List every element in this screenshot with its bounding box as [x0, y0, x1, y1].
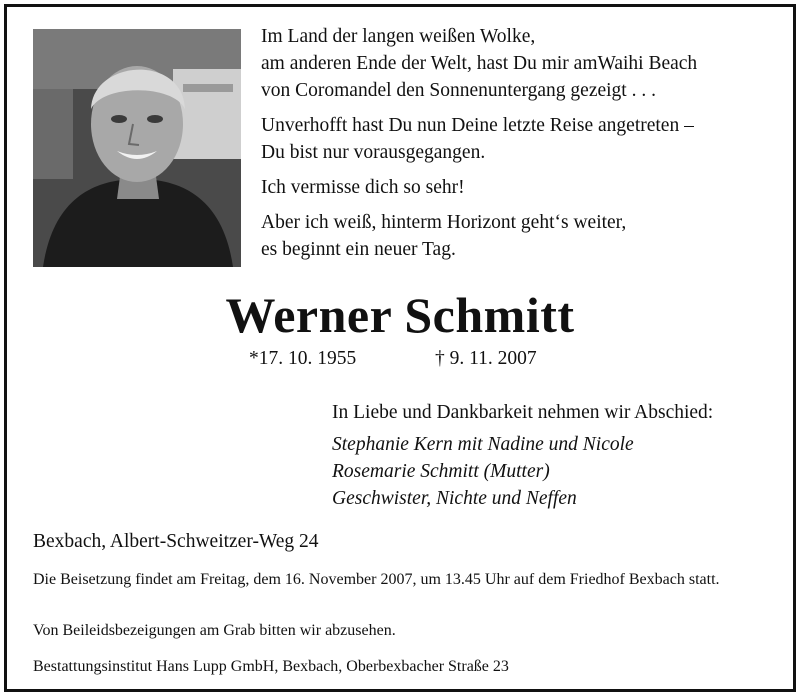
poem [261, 23, 781, 271]
obituary-notice [4, 4, 796, 692]
birth-date: *17. 10. 1955 [249, 348, 357, 369]
poem-line: Du bist nur vorausgegangen. [261, 142, 486, 163]
poem-line: von Coromandel den Sonnenuntergang gezeigt . . . [261, 80, 656, 101]
condolence-note: Von Beileidsbezeigungen am Grab bitten wir abzusehen. [33, 622, 396, 639]
poem-line: Unverhofft hast Du nun Deine letzte Reise angetreten – [261, 115, 694, 136]
poem-line: es beginnt ein neuer Tag. [261, 239, 456, 260]
poem-line: Aber ich weiß, hinterm Horizont geht‘s weiter, [261, 212, 627, 233]
death-date: † 9. 11. 2007 [435, 348, 537, 369]
poem-line: Ich vermisse dich so sehr! [261, 177, 465, 198]
poem-stanza-4 [261, 209, 781, 263]
poem-stanza-3 [261, 174, 781, 201]
mourner-entry: Geschwister, Nichte und Neffen [332, 488, 577, 509]
poem-line: am anderen Ende der Welt, hast Du mir amWaihi Beach [261, 53, 698, 74]
portrait-photo-icon [33, 29, 241, 267]
burial-notice: Die Beisetzung findet am Freitag, dem 16. November 2007, um 13.45 Uhr auf dem Friedhof Bexbach statt. [33, 571, 720, 588]
mourner-entry: Stephanie Kern mit Nadine und Nicole [332, 434, 634, 455]
deceased-name: Werner Schmitt [225, 287, 575, 343]
poem-stanza-1 [261, 23, 781, 104]
address: Bexbach, Albert-Schweitzer-Weg 24 [33, 531, 319, 552]
farewell-text: In Liebe und Dankbarkeit nehmen wir Abschied: [332, 402, 714, 423]
poem-line: Im Land der langen weißen Wolke, [261, 26, 536, 47]
mourners-list [332, 431, 634, 512]
mourner-entry: Rosemarie Schmitt (Mutter) [332, 461, 550, 482]
undertaker-info: Bestattungsinstitut Hans Lupp GmbH, Bexbach, Oberbexbacher Straße 23 [33, 658, 509, 675]
poem-stanza-2 [261, 112, 781, 166]
